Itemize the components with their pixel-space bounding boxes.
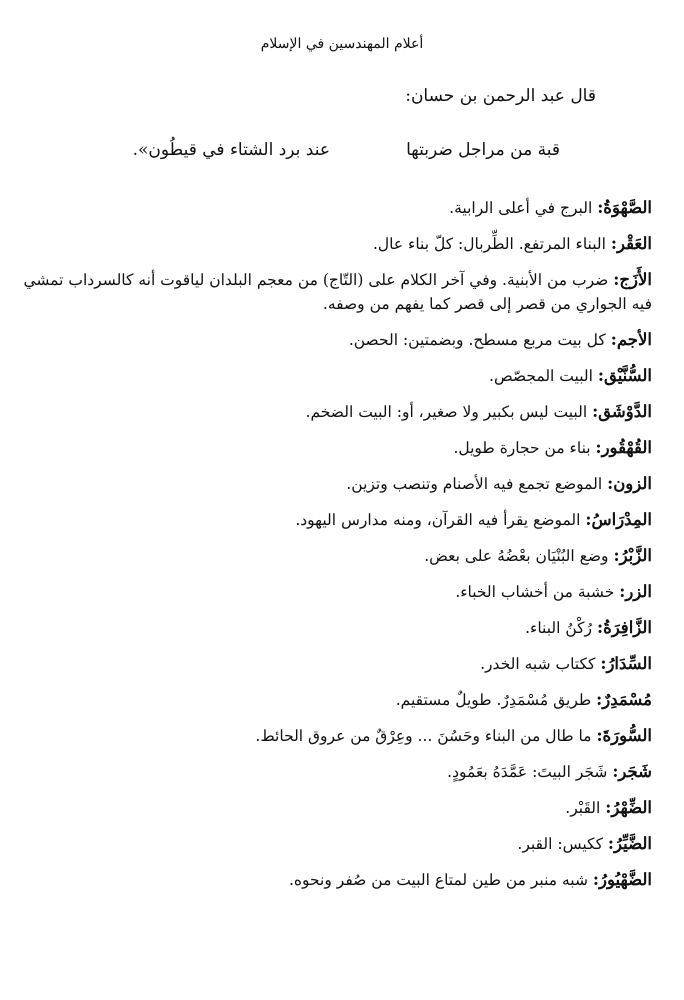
entry-definition: القَبْر. bbox=[565, 799, 601, 817]
entry-definition: طريق مُسْمَدِرٌ. طويلٌ مستقيم. bbox=[395, 691, 592, 709]
entry-definition: شبه منبر من طين لمتاع البيت من صُفر ونحوه. bbox=[289, 871, 588, 889]
glossary-entry bbox=[22, 868, 652, 892]
glossary-entry bbox=[22, 652, 652, 676]
running-title: أعلام المهندسين في الإسلام bbox=[260, 36, 424, 52]
entry-separator: : bbox=[596, 726, 603, 745]
glossary-entry bbox=[22, 508, 652, 532]
glossary-entry bbox=[22, 760, 652, 784]
entry-term: السِّدَارُ bbox=[606, 654, 652, 673]
entry-definition: البناء المرتفع. الطِّربال: كلّ بناء عال. bbox=[372, 235, 606, 253]
entry-term: الضَّيِّرُ bbox=[613, 834, 652, 853]
entry-term: الصَّهْوَةُ bbox=[603, 198, 652, 217]
entry-term: الزَّافِرَةُ bbox=[603, 618, 652, 637]
glossary-entry bbox=[22, 688, 652, 712]
entry-definition: ككتاب شبه الخدر. bbox=[480, 655, 596, 673]
entry-term: شَجَر bbox=[618, 762, 652, 781]
glossary-entry bbox=[22, 268, 652, 316]
entry-separator: : bbox=[596, 690, 603, 709]
entry-separator: : bbox=[607, 834, 614, 853]
entry-definition: كل بيت مربع مسطح. وبضمتين: الحصن. bbox=[348, 331, 606, 349]
entry-definition: بناء من حجارة طويل. bbox=[453, 439, 591, 457]
entry-term: الأجم bbox=[616, 330, 652, 349]
entry-term: الضَّهْيُورُ bbox=[599, 870, 652, 889]
glossary-entry bbox=[22, 724, 652, 748]
entry-definition: البرج في أعلى الرابية. bbox=[449, 199, 593, 217]
glossary-entry bbox=[22, 580, 652, 604]
entry-definition: وضع البُنْيَان بعْضُهُ على بعض. bbox=[424, 547, 609, 565]
entry-term: الدَّوْشَق bbox=[598, 402, 652, 421]
glossary-entry bbox=[22, 196, 652, 220]
entry-definition: خشبة من أخشاب الخباء. bbox=[455, 583, 615, 601]
entry-separator: : bbox=[605, 798, 612, 817]
entry-definition: البيت ليس بكبير ولا صغير، أو: البيت الضخم. bbox=[305, 403, 588, 421]
entry-definition: ككيس: القبر. bbox=[517, 835, 603, 853]
entry-definition: ما طال من البناء وحَسُنَ ... وعِرْقٌ من عروق الحائط. bbox=[255, 727, 592, 745]
glossary-entry bbox=[22, 796, 652, 820]
entry-separator: : bbox=[592, 402, 599, 421]
entry-term: الأَزَج bbox=[619, 270, 652, 289]
glossary-entry bbox=[22, 616, 652, 640]
glossary-entry bbox=[22, 472, 652, 496]
entry-term: العَقْر bbox=[616, 234, 652, 253]
entry-definition: ضرب من الأبنية. وفي آخر الكلام على (التّاج) من معجم البلدان لياقوت أنه كالسرداب تمشي فيه الجواري من قصر إلى قصر كما يفهم من وصفه. bbox=[23, 271, 652, 313]
glossary-entry bbox=[22, 544, 652, 568]
entry-definition: الموضع يقرأ فيه القرآن، ومنه مدارس اليهود. bbox=[295, 511, 581, 529]
glossary-entry bbox=[22, 436, 652, 460]
entry-separator: : bbox=[613, 546, 620, 565]
entry-term: الزَّبْرُ bbox=[619, 546, 652, 565]
entry-separator: : bbox=[610, 234, 617, 253]
poem-attribution: قال عبد الرحمن بن حسان: bbox=[405, 86, 596, 106]
entry-definition: البيت المجصّص. bbox=[489, 367, 593, 385]
entry-term: مُسْمَدِرٌ bbox=[602, 690, 652, 709]
entry-definition: رُكْنُ البناء. bbox=[525, 619, 593, 637]
glossary-entry bbox=[22, 328, 652, 352]
entry-term: السُّورَةَ bbox=[602, 726, 652, 745]
entry-term: المِدْرَاسُ bbox=[591, 510, 652, 529]
entry-term: الزر bbox=[625, 582, 652, 601]
entry-separator: : bbox=[596, 618, 604, 637]
entry-term: الضِّهْرُ bbox=[611, 798, 652, 817]
entry-separator: : bbox=[600, 654, 607, 673]
glossary-entry bbox=[22, 364, 652, 388]
entry-term: السُّنَّيْق bbox=[603, 366, 652, 385]
entry-term: الزون bbox=[613, 474, 652, 493]
entry-separator: : bbox=[595, 438, 602, 457]
entry-term: القُهْقُور bbox=[601, 438, 652, 457]
entry-separator: : bbox=[607, 474, 614, 493]
entry-separator: : bbox=[597, 366, 604, 385]
entry-definition: الموضع تجمع فيه الأصنام وتنصب وتزين. bbox=[346, 475, 603, 493]
entry-definition: شَجَر البيتَ: عَمَّدَهُ بعَمُودٍ. bbox=[447, 763, 608, 781]
glossary-entry bbox=[22, 832, 652, 856]
entry-separator: : bbox=[597, 198, 604, 217]
glossary-entry bbox=[22, 400, 652, 424]
verse-hemistich-1: قبة من مراجل ضربتها bbox=[406, 140, 560, 160]
glossary-list bbox=[22, 196, 652, 904]
entry-separator: : bbox=[619, 582, 626, 601]
entry-separator: : bbox=[613, 270, 620, 289]
glossary-entry bbox=[22, 232, 652, 256]
entry-separator: : bbox=[585, 510, 592, 529]
entry-separator: : bbox=[592, 870, 599, 889]
verse-hemistich-2: عند برد الشتاء في قيطُون». bbox=[132, 140, 330, 160]
entry-separator: : bbox=[610, 330, 617, 349]
entry-separator: : bbox=[612, 762, 619, 781]
